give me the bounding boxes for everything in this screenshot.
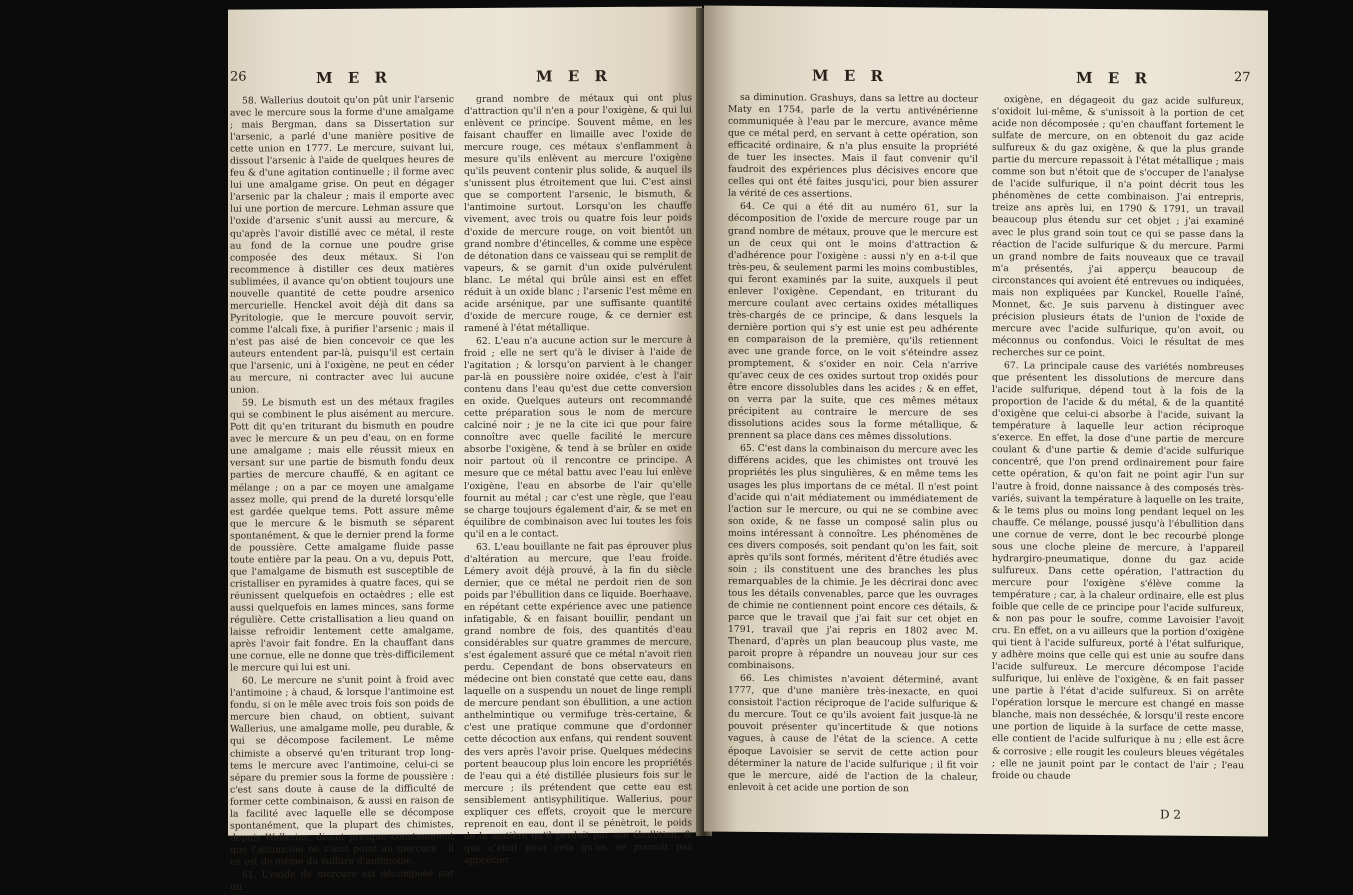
text-column bbox=[464, 92, 692, 868]
page-number: 27 bbox=[1234, 70, 1251, 86]
left-page bbox=[228, 6, 702, 893]
running-header: M E R bbox=[316, 68, 392, 88]
paragraph: 62. L'eau n'a aucune action sur le mercure à froid ; elle ne sert qu'à le diviser à l'aide de l'agitation ; & lorsqu'on parvient à le changer par-là en poussière noire oxidée, c'est à l'air contenu dans l'eau qu'est due cette conversion en oxide. Quelques auteurs ont recommandé cette préparation sous le nom de mercure calciné noir ; je ne la cite ici que pour faire connoître avec quelle facilité le mercure absorbe l'oxigène, & tend à se brûler en oxide noir partout où il rencontre ce principe. A mesure que ce métal battu avec l'eau lui enlève l'oxigène, l'eau en absorbe de l'air qu'elle fournit au métal ; car c'est une règle, que l'eau se charge toujours également d'air, & se met en équilibre de combinaison avec lui toutes les fois qu'il en a le contact. bbox=[464, 334, 692, 540]
paragraph: 63. L'eau bouillante ne fait pas éprouver plus d'altération au mercure, que l'eau froide. Lémery avoit déjà prouvé, à la fin du siècle dernier, que ce métal ne perdoit rien de son poids par l'ébullition dans ce liquide. Boerhaave, en répétant cette expérience avec une patience infatigable, & en faisant bouillir, pendant un grand nombre de fois, des quantités d'eau considérables sur quatre grammes de mercure, s'est également assuré que ce métal n'avoit rien perdu. Cependant de bons observateurs en médecine ont bien constaté que cette eau, dans laquelle on a suspendu un nouet de linge rempli de mercure pendant son ébullition, a une action anthelmintique ou vermifuge très-certaine, & c'est une pratique commune que d'ordonner cette décoction aux enfans, qui rendent souvent des vers après l'avoir prise. Quelques médecins portent beaucoup plus loin encore les propriétés de l'eau qui a été distillée plusieurs fois sur le mercure ; ils prétendent que cette eau est sensiblement antisyphilitique. Wallerius, pour expliquer ces effets, croyoit que le mercure reprenoit en eau, dont il se pénètroit, le poids de la matière qu'il perdoit par son ébullition, & que c'étoit pour cela qu'on ne pouvoit pas apprécier bbox=[464, 540, 692, 866]
text-column bbox=[728, 92, 978, 797]
paragraph: 66. Les chimistes n'avoient déterminé, avant 1777, que d'une manière très-inexacte, en quoi consistoit l'action réciproque de l'acide sulfurique & du mercure. Tout ce qu'ils avoient fait jusque-là ne pouvoit présenter qu'incertitude & que notions vagues, à cause de l'état de la science. A cette époque Lavoisier se servit de cette action pour déterminer la nature de l'acide sulfurique ; il fit voir que le mercure, aidé de l'action de la chaleur, enlevoit à cet acide une portion de son bbox=[728, 673, 978, 794]
paragraph: grand nombre de métaux qui ont plus d'attraction qu'il n'en a pour l'oxigène, & qui lui enlèvent ce principe. Souvent même, en les faisant chauffer en limaille avec l'oxide de mercure rouge, ces métaux s'enflamment à mesure qu'ils enlèvent au mercure l'oxigène qu'ils peuvent contenir plus solide, & auquel ils s'unissent plus étroitement que lui. C'est ainsi que se comportent l'arsenic, le bismuth, & l'antimoine surtout. Lorsqu'on les chauffe vivement, avec trois ou quatre fois leur poids d'oxide de mercure rouge, on voit bientôt un grand nombre d'étincelles, & comme une espèce de détonation dans ce vaisseau qui se remplit de vapeurs, & se garnit d'un oxide pulvérulent blanc. Le métal qui brûle ainsi est en effet réduit à un oxide blanc ; l'arsenic l'est même en acide arsénique, par une suffisante quantité d'oxide de mercure rouge, & ce dernier est ramené à l'état métallique. bbox=[464, 92, 692, 334]
text-column bbox=[992, 94, 1244, 785]
right-page bbox=[704, 6, 1268, 837]
paragraph: 60. Le mercure ne s'unit point à froid avec l'antimoine ; à chaud, & lorsque l'antimoine est fondu, si on le mêle avec trois fois son poids de mercure bien chaud, on obtient, suivant Wallerius, une amalgame molle, peu durable, & qui se décompose facilement. Le même chimiste a observé qu'en triturant trop long-tems le mercure avec l'antimoine, celui-ci se sépare du premier sous la forme de poussière : c'est sans doute à cause de la difficulté de former cette combinaison, & aussi en raison de la facilité avec laquelle elle se décompose spontanément, que la plupart des chimistes, depuis Wallerius, disent presque constamment que l'antimoine ne s'unit point au mercure : il en est de même du sulfure d'antimoine. bbox=[230, 674, 454, 868]
signature-mark: D 2 bbox=[1160, 807, 1182, 822]
paragraph: 67. La principale cause des variétés nombreuses que présentent les dissolutions de mercure dans l'acide sulfurique, dépend tout à la fois de la proportion de l'acide & du métal, & de la quantité d'oxigène que celui-ci absorbe à l'acide, suivant la température à laquelle leur action réciproque s'exerce. En effet, la dose d'une partie de mercure coulant & d'une partie & demie d'acide sulfurique concentré, que l'on prend ordinairement pour faire cette opération, & qu'on fait ne point agir l'un sur l'autre à froid, donne naissance à des composés très-variés, suivant la température à laquelle on les traite, & le tems plus ou moins long pendant lequel on les chauffe. Ce mélange, poussé jusqu'à l'ébullition dans une cornue de verre, dont le bec recourbé plonge sous une cloche pleine de mercure, à l'appareil hydrargiro-pneumatique, donne du gaz acide sulfureux. Dans cette opération, l'attraction du mercure pour l'oxigène s'élève comme la température ; car, à la chaleur ordinaire, elle est plus foible que celle de ce principe pour l'acide sulfureux, & non pas pour le soufre, comme Lavoisier l'avoit cru. En effet, on a vu ailleurs que la portion d'oxigène qui tient à l'acide sulfureux, porté à l'état sulfurique, y adhère moins que celle qui est unie au soufre dans l'acide sulfureux. Le mercure décompose l'acide sulfurique, lui enlève de l'oxigène, & en fait passer une partie à l'état d'acide sulfureux. Si on arrête l'opération lorsque le mercure est changé en masse blanche, mais non desséchée, & lorsqu'il reste encore une portion de liquide à la surface de cette masse, elle contient de l'acide sulfurique à nu ; elle est âcre & corrosive ; elle rougit les couleurs bleues végétales ; elle ne jaunit point par le contact de l'air ; l'eau froide ou chaude bbox=[992, 360, 1244, 782]
paragraph: 65. C'est dans la combinaison du mercure avec les différens acides, que les chimistes ont trouvé les propriétés les plus singulières, & en même tems les usages les plus importans de ce métal. Il n'est point d'acide qui n'ait médiatement ou immédiatement de l'action sur le mercure, ou qui ne se combine avec son oxide, & ne fasse un composé salin plus ou moins intéressant à connoître. Les phénomènes de ces divers composés, soit pendant qu'on les fait, soit après qu'ils sont formés, méritent d'être étudiés avec soin ; ils constituent une des branches les plus remarquables de la chimie. Je les décrirai donc avec tous les détails convenables, parce que les ouvrages de chimie ne contiennent point encore ces détails, & parce que le travail que j'ai fait sur cet objet en 1791, travail que j'ai repris en 1802 avec M. Thenard, d'après un plan beaucoup plus vaste, me paroit propre à répandre un nouveau jour sur ces combinaisons. bbox=[728, 443, 978, 672]
paragraph: 64. Ce qui a été dit au numéro 61, sur la décomposition de l'oxide de mercure rouge par un grand nombre de métaux, prouve que le mercure est un de ceux qui ont le moins d'attraction & d'adhérence pour l'oxigène : aussi n'y en a-t-il que très-peu, & seulement parmi les moins combustibles, qui feront examinés par la suite, auxquels il peut enlever l'oxigène. Cependant, en triturant du mercure coulant avec certains oxides métalliques très-chargés de ce principe, & dans lesquels la dernière portion qui s'y est unie est peu adhérente en comparaison de la première, qu'ils retiennent avec une grande force, on le voit s'éteindre assez promptement, & s'oxider en noir. Cela n'arrive qu'avec ceux de ces oxides surtout trop oxidés pour être encore dissolubles dans les acides ; & en effet, on verra par la suite, que ces mêmes métaux précipitent au contraire le mercure de ses dissolutions acides sous la forme métallique, & prennent sa place dans ces mêmes dissolutions. bbox=[728, 201, 978, 444]
paragraph: oxigène, en dégageoit du gaz acide sulfureux, s'oxidoit lui-même, & s'unissoit à la portion de cet acide non décomposée ; qu'en chauffant fortement le sulfate de mercure, on en obtenoit du gaz acide sulfureux & du gaz oxigène, & que la plus grande partie du mercure repassoit à l'état métallique ; mais comme son but n'étoit que de s'occuper de l'analyse de l'acide sulfurique, il n'a point décrit tous les phénomènes de cette combinaison. J'ai entrepris, treize ans après lui, en 1790 & 1791, un travail beaucoup plus étendu sur cet objet ; j'ai examiné avec le plus grand soin tout ce qui se passe dans la réaction de l'acide sulfurique & du mercure. Parmi un grand nombre de faits nouveaux que ce travail m'a présentés, j'ai apperçu beaucoup de circonstances qui avoient été entrevues ou indiquées, mais non expliquées par Kunckel, Rouelle l'aîné, Monnet, &c. Je suis parvenu à distinguer avec précision plusieurs états de l'union de l'oxide de mercure avec l'acide sulfurique, qu'on avoit, ou méconnus ou confondus. Voici le résultat de mes recherches sur ce point. bbox=[992, 94, 1244, 360]
text-column bbox=[230, 94, 454, 895]
open-book bbox=[228, 8, 1268, 893]
paragraph: 58. Wallerius doutoit qu'on pût unir l'arsenic avec le mercure sous la forme d'une amalgame ; mais Bergman, dans sa Dissertation sur l'arsenic, a parlé d'une manière positive de cette union en 1777. Le mercure, suivant lui, dissout l'arsenic à l'aide de quelques heures de feu & d'une agitation continuelle ; il forme avec lui une amalgame grise. On peut en dégager l'arsenic par la chaleur ; mais il emporte avec lui une portion de mercure. Lehman assure que l'oxide d'arsenic s'unit aussi au mercure, & qu'après l'avoir distillé avec ce métal, il reste au fond de la cornue une poudre grise composée des deux métaux. Si l'on recommence à distiller ces deux matières sublimées, il avance qu'on obtient toujours une nouvelle quantité de cette poudre arsenico mercurielle. Henckel avoit déjà dit dans sa Pyritologie, que le mercure pouvoit servir, comme l'alcali fixe, à purifier l'arsenic ; mais il n'est pas aisé de bien concevoir ce que les auteurs entendent par-là, puisqu'il est certain que l'arsenic, uni à l'oxigène, ne peut en céder au mercure, ni contracter avec lui aucune union. bbox=[230, 94, 454, 396]
paragraph: 61. L'oxide de mercure est décomposé par un bbox=[230, 868, 454, 893]
page-number: 26 bbox=[230, 69, 247, 85]
paragraph: 59. Le bismuth est un des métaux fragiles qui se combinent le plus aisément au mercure. Pott dit qu'en triturant du bismuth en poudre avec le mercure & un peu d'eau, on en forme une amalgame ; mais elle réussit mieux en versant sur une partie de bismuth fondu deux parties de mercure chauffé, & en agitant ce mélange ; on a par ce moyen une amalgame assez molle, qui prend de la dureté lorsqu'elle est gardée quelque tems. Pott assure même que le mercure & le bismuth se séparent spontanément, & que le dernier prend la forme de poussière. Cette amalgame fluide passe toute entière par la peau. On a vu, depuis Pott, que l'amalgame de bismuth est susceptible de cristalliser en pyramides à quatre faces, qui se réunissent quelquefois en octaèdres ; elle est aussi quelquefois en lames minces, sans forme régulière. Cette cristallisation a lieu quand on laisse refroidir lentement cette amalgame, après l'avoir fait fondre. En la chauffant dans une cornue, elle ne donne que très-difficilement le mercure qui lui est uni. bbox=[230, 396, 454, 674]
running-header: M E R bbox=[812, 66, 888, 86]
running-header: M E R bbox=[1076, 68, 1152, 88]
running-header: M E R bbox=[536, 66, 612, 86]
paragraph: sa diminution. Grashuys, dans sa lettre au docteur Maty en 1754, parle de la vertu antivénérienne communiquée à l'eau par le mercure, avance même que ce métal perd, en servant à cette opération, son efficacité ordinaire, & n'a plus ensuite la propriété de tuer les insectes. Mais il faut convenir qu'il faudroit des expériences plus décisives encore que celles qui ont été faites jusqu'ici, pour bien assurer la vérité de ces assertions. bbox=[728, 91, 978, 201]
